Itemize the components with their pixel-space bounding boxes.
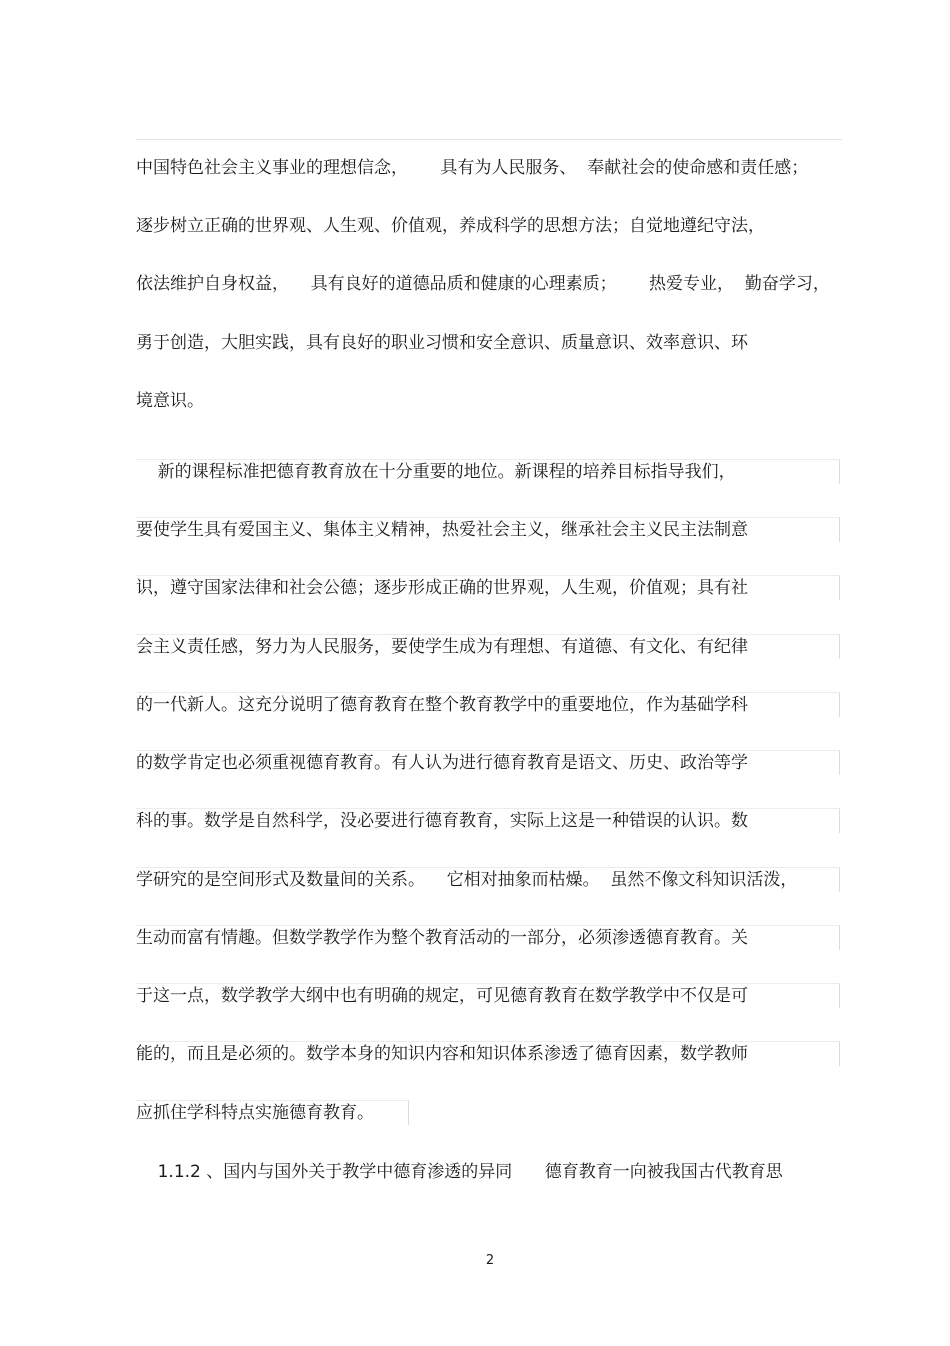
top-divider [136,139,842,140]
paragraph-2-line-3: 识，遵守国家法律和社会公德；逐步形成正确的世界观，人生观，价值观；具有社 [136,575,840,600]
paragraph-2-line-9: 生动而富有情趣。但数学教学作为整个教育活动的一部分，必须渗透德育教育。关 [136,925,840,950]
paragraph-1-line-4: 勇于创造，大胆实践，具有良好的职业习惯和安全意识、质量意识、效率意识、环 [136,333,748,353]
paragraph-2-line-12: 应抓住学科特点实施德育教育。 [136,1100,409,1125]
paragraph-2-line-11: 能的，而且是必须的。数学本身的知识内容和知识体系渗透了德育因素，数学教师 [136,1041,840,1066]
paragraph-1-line-5: 境意识。 [136,391,204,411]
paragraph-2-line-1: 新的课程标准把德育教育放在十分重要的地位。新课程的培养目标指导我们， [136,459,840,484]
paragraph-2-line-6: 的数学肯定也必须重视德育教育。有人认为进行德育教育是语文、历史、政治等学 [136,750,840,775]
paragraph-1-line-3: 依法维护自身权益， 具有良好的道德品质和健康的心理素质； 热爱专业， 勤奋学习， [136,274,830,294]
paragraph-1-line-1: 中国特色社会主义事业的理想信念， 具有为人民服务、 奉献社会的使命感和责任感； [136,158,809,178]
paragraph-2-line-2: 要使学生具有爱国主义、集体主义精神，热爱社会主义，继承社会主义民主法制意 [136,517,840,542]
page-number: 2 [485,1253,495,1268]
paragraph-2-line-10: 于这一点，数学教学大纲中也有明确的规定，可见德育教育在数学教学中不仅是可 [136,983,840,1008]
paragraph-2-line-7: 科的事。数学是自然科学，没必要进行德育教育，实际上这是一种错误的认识。数 [136,808,840,833]
paragraph-2-line-5: 的一代新人。这充分说明了德育教育在整个教育教学中的重要地位，作为基础学科 [136,692,840,717]
paragraph-1-line-2: 逐步树立正确的世界观、人生观、价值观，养成科学的思想方法；自觉地遵纪守法， [136,216,765,236]
paragraph-2-line-8: 学研究的是空间形式及数量间的关系。 它相对抽象而枯燥。 虽然不像文科知识活泼， [136,867,840,892]
section-heading-1-1-2: 1.1.2 、国内与国外关于教学中德育渗透的异同 德育教育一向被我国古代教育思 [136,1162,783,1182]
paragraph-2-line-4: 会主义责任感，努力为人民服务，要使学生成为有理想、有道德、有文化、有纪律 [136,634,840,659]
